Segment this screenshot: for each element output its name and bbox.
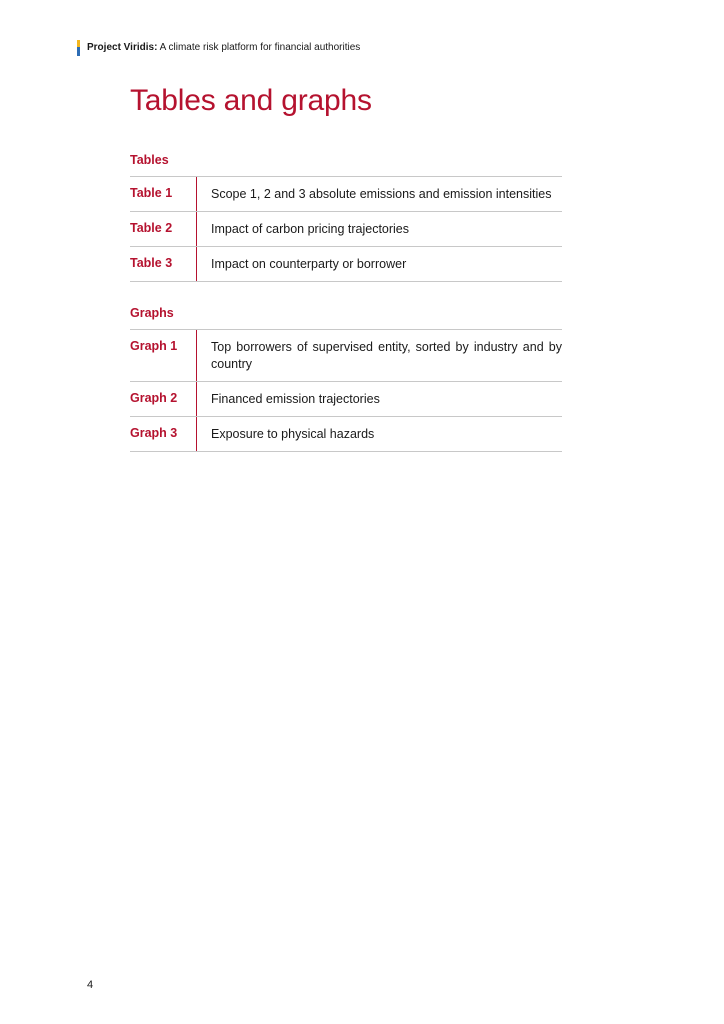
graphs-heading: Graphs: [130, 306, 174, 320]
list-item-text: Financed emission trajectories: [211, 392, 380, 406]
list-item-label: Table 3: [130, 247, 197, 281]
list-item-text: Impact on counterparty or borrower: [211, 257, 407, 271]
list-item-label: Table 1: [130, 177, 197, 211]
list-item-label: Graph 1: [130, 330, 197, 381]
header-project: Project Viridis:: [87, 42, 158, 53]
tables-heading: Tables: [130, 153, 169, 167]
list-item[interactable]: [130, 247, 562, 282]
page-number: 4: [87, 979, 94, 991]
list-item[interactable]: [130, 330, 562, 382]
list-item[interactable]: [130, 212, 562, 247]
list-item[interactable]: [130, 177, 562, 212]
graphs-section: [130, 305, 562, 452]
list-item-label: Graph 3: [130, 417, 197, 451]
list-item-text: Exposure to physical hazards: [211, 427, 375, 441]
list-item-text: Scope 1, 2 and 3 absolute emissions and emission intensities: [211, 187, 552, 201]
header-subtitle: A climate risk platform for financial authorities: [159, 42, 361, 53]
tables-section: [130, 152, 562, 282]
list-item[interactable]: [130, 382, 562, 417]
brand-bar-icon: [77, 40, 80, 56]
list-item-text: Impact of carbon pricing trajectories: [211, 222, 410, 236]
list-item-label: Table 2: [130, 212, 197, 246]
page-title: Tables and graphs: [130, 84, 372, 117]
list-item-text: Top borrowers of supervised entity, sorted by industry and by country: [211, 340, 562, 371]
header-text: [87, 42, 360, 53]
list-item-label: Graph 2: [130, 382, 197, 416]
running-header: [77, 39, 360, 56]
tables-list: [130, 176, 562, 282]
graphs-list: [130, 329, 562, 452]
list-item[interactable]: [130, 417, 562, 452]
